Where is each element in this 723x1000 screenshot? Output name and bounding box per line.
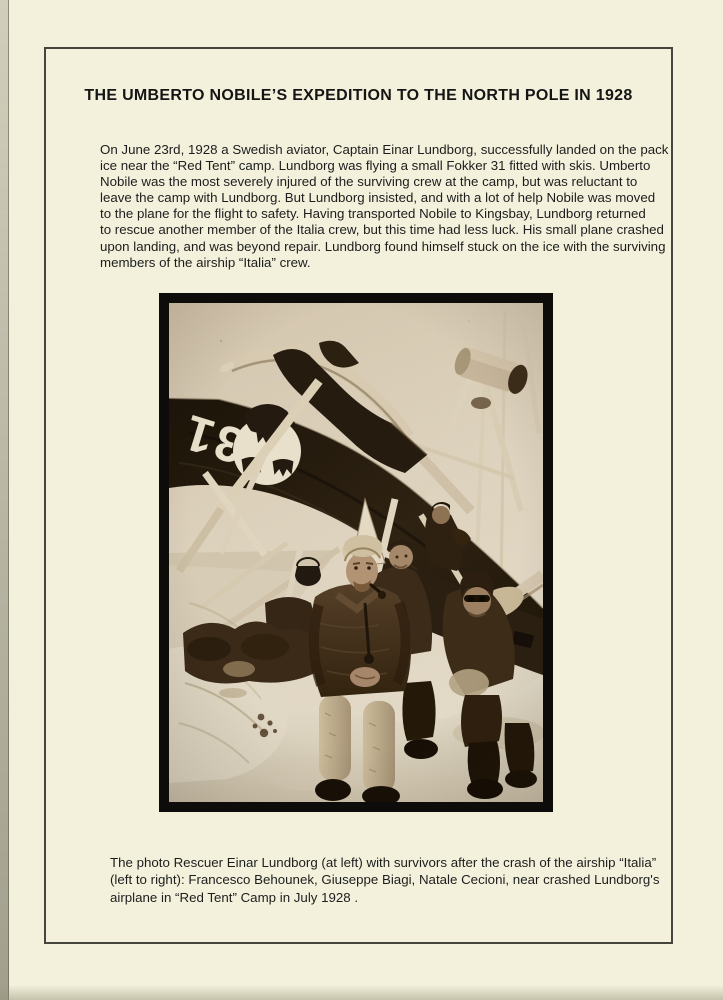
page-title: THE UMBERTO NOBILE’S EXPEDITION TO THE NORTH POLE IN 1928 (84, 87, 633, 104)
caption-line: airplane in “Red Tent” Camp in July 1928 . (110, 889, 359, 905)
article-paragraph (100, 142, 668, 271)
paragraph-line: Nobile was the most severely injured of the surviving crew at the camp, but was reluctant to (100, 174, 638, 190)
photo-frame (159, 293, 553, 812)
photo-crash-scene (169, 303, 543, 802)
paragraph-line: ice near the “Red Tent” camp. Lundborg was flying a small Fokker 31 fitted with skis. Umberto (100, 158, 651, 174)
scan-edge-bottom (0, 985, 723, 1000)
photo-vignette (169, 303, 543, 802)
paragraph-line: to the plane for the flight to safety. Having transported Nobile to Kingsbay, Lundborg returned (100, 206, 646, 222)
paragraph-line: On June 23rd, 1928 a Swedish aviator, Captain Einar Lundborg, successfully landed on the pack (100, 142, 669, 157)
paragraph-line: upon landing, and was beyond repair. Lundborg found himself stuck on the ice with the surviving (100, 238, 666, 254)
scan-edge-left (0, 0, 9, 1000)
photo-caption (110, 854, 660, 906)
paragraph-line: members of the airship “Italia” crew. (100, 254, 311, 270)
paragraph-line: leave the camp with Lundborg. But Lundborg insisted, and with a lot of help Nobile was moved (100, 190, 656, 206)
caption-line: (left to right): Francesco Behounek, Giuseppe Biagi, Natale Cecioni, near crashed Lundborg's (110, 872, 660, 888)
paragraph-line: to rescue another member of the Italia crew, but this time had less luck. His small plane crashed (100, 222, 664, 238)
caption-line: The photo Rescuer Einar Lundborg (at left) with survivors after the crash of the airship “Italia” (110, 855, 657, 870)
